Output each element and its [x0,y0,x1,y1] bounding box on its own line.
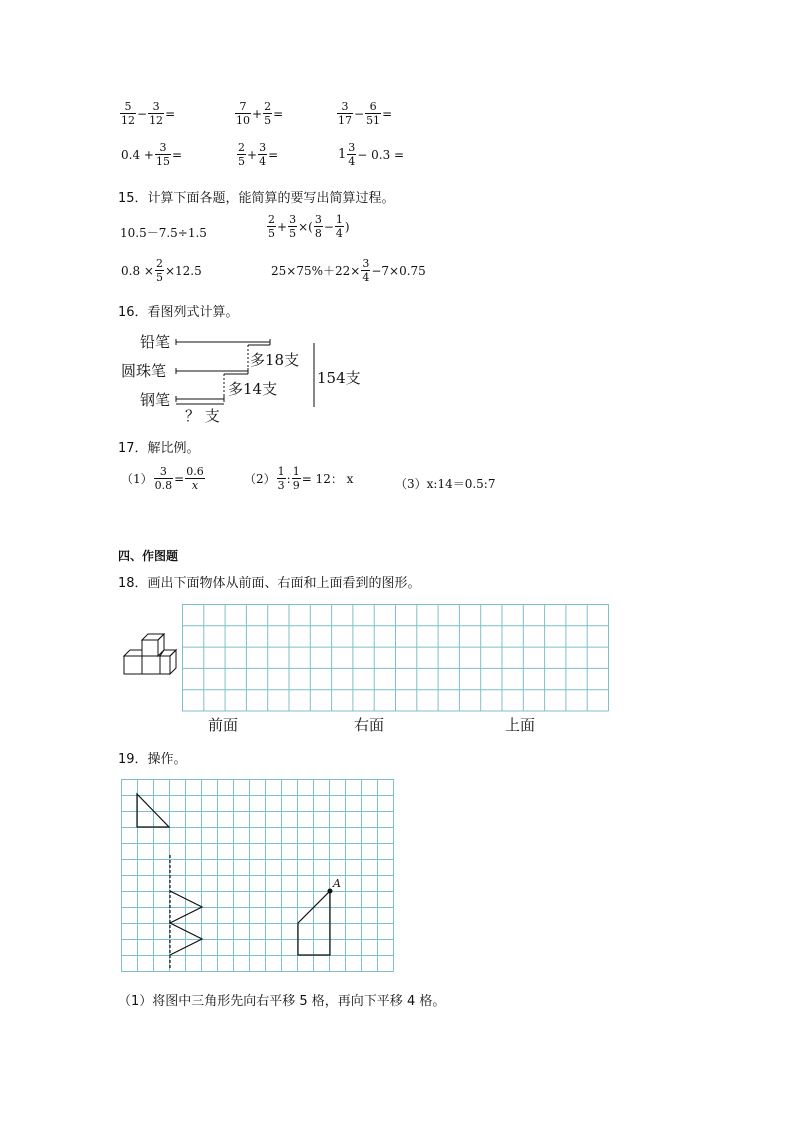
q17-part-1: （1） $\frac{3}{0.8}$ = $\frac{0.6}{x}$ [121,465,204,492]
expr-2-5-plus-3-4: $\frac{2}{5}$ + $\frac{3}{4}$ = [238,141,279,168]
expr-3-17-minus-6-51: $\frac{3}{17}$ − $\frac{6}{51}$ = [338,100,393,127]
label-unknown: ？ 支 [185,407,220,425]
label-front-view: 前面 [208,716,239,734]
fraction: $\frac{3}{4}$ [348,141,356,168]
fraction: $\frac{2}{5}$ [155,257,163,284]
q16-title: 16．看图列式计算。 [118,305,239,320]
label-pen: 钢笔 [140,391,171,409]
fraction: $\frac{3}{15}$ [155,141,170,168]
expr-0.4-plus-3-15: 0.4 + $\frac{3}{15}$ = [121,141,183,168]
section-title: 四、作图题 [118,549,179,563]
fraction: $\frac{7}{10}$ [236,100,250,127]
label-more-14: 多14支 [228,380,278,398]
q17-title: 17．解比例。 [118,441,200,456]
q18-title: 18．画出下面物体从前面、右面和上面看到的图形。 [118,576,421,591]
segment-lines [100,325,400,435]
fraction: $\frac{3}{0.8}$ [154,465,173,492]
fraction: $\frac{2}{5}$ [238,141,245,168]
q15-expr-3: 0.8 × $\frac{2}{5}$ ×12.5 [121,257,202,284]
view-drawing-grid [182,604,610,712]
label-more-18: 多18支 [250,351,300,369]
fraction: $\frac{3}{4}$ [259,141,267,168]
label-ballpen: 圆珠笔 [121,362,167,380]
fraction: $\frac{3}{4}$ [362,257,370,284]
fraction: $\frac{5}{12}$ [121,100,135,127]
point-a [328,889,333,894]
fraction: $\frac{0.6}{x}$ [186,465,204,492]
fraction: $\frac{3}{12}$ [149,100,164,127]
cube-solid-drawing [118,630,183,680]
fraction: $\frac{3}{17}$ [338,100,352,127]
fraction: $\frac{3}{8}$ [314,213,322,240]
fraction: $\frac{1}{4}$ [335,213,343,240]
q15-expr-1: 10.5－7.5÷1.5 [120,226,207,240]
q15-expr-4: 25×75%＋22× $\frac{3}{4}$ −7×0.75 [271,257,426,284]
line-segment-diagram [100,325,400,435]
expr-mixed-1-3-4-minus-0.3: 1 $\frac{3}{4}$ − 0.3 = [338,141,405,168]
fraction: $\frac{6}{51}$ [366,100,381,127]
operation-grid [121,779,397,973]
fraction: $\frac{2}{5}$ [264,100,272,127]
fraction: $\frac{2}{5}$ [268,213,275,240]
q17-part-2: （2） $\frac{1}{3}$ : $\frac{1}{9}$ = 12： x [244,465,354,492]
q19-title: 19．操作。 [118,752,187,767]
expr-5-12-minus-3-12: $\frac{5}{12}$ − $\frac{3}{12}$ = [121,100,176,127]
q17-part-3: （3）x:14＝0.5:7 [395,477,496,491]
fraction: $\frac{1}{9}$ [292,465,300,492]
q15-expr-2: $\frac{2}{5}$ + $\frac{3}{5}$ ×( $\frac{3}{8}$ − $\frac{1}{4}$ ) [268,213,350,240]
fraction: $\frac{3}{5}$ [289,213,297,240]
q15-title: 15．计算下面各题，能简算的要写出简算过程。 [118,191,395,206]
label-right-view: 右面 [354,716,385,734]
point-a-label: A [333,877,341,890]
label-pencil: 铅笔 [140,333,171,351]
q19-subquestion-1: （1）将图中三角形先向右平移 5 格，再向下平移 4 格。 [118,994,446,1009]
label-top-view: 上面 [505,716,536,734]
fraction: $\frac{1}{3}$ [277,465,285,492]
label-total: 154支 [317,369,361,387]
expr-7-10-plus-2-5: $\frac{7}{10}$ + $\frac{2}{5}$ = [236,100,284,127]
